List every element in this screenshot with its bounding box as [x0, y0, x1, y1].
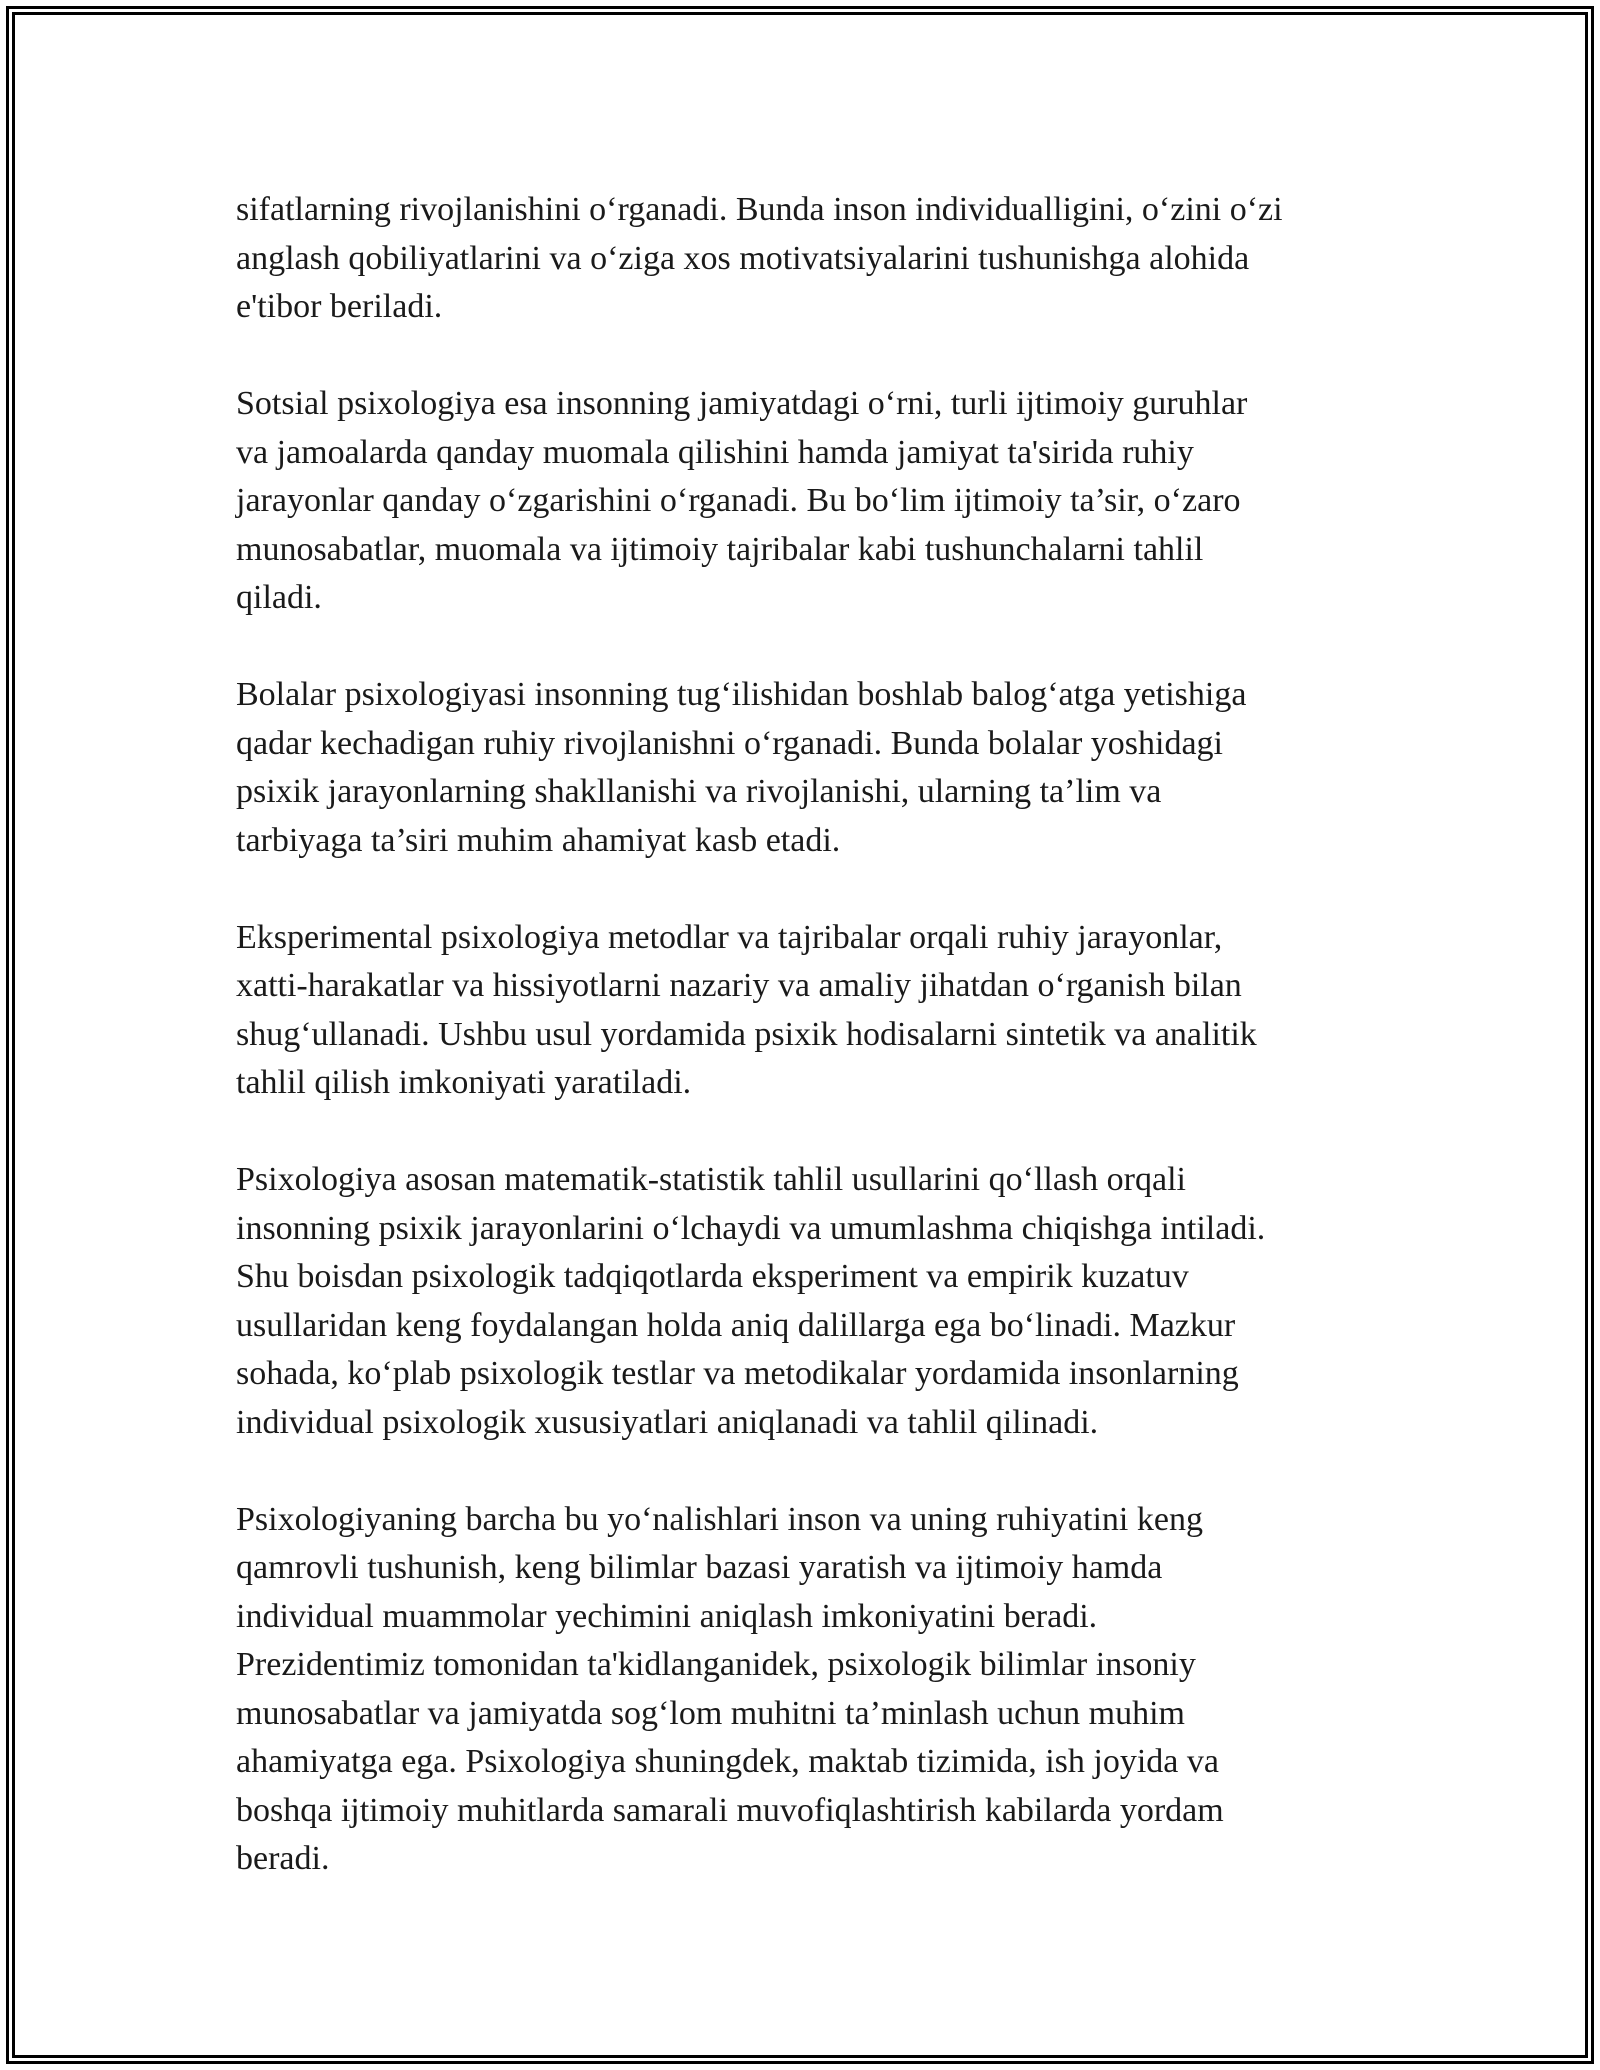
document-body: [236, 186, 1366, 1884]
paragraph-3: Bolalar psixologiyasi insonning tug‘ilishidan boshlab balog‘atga yetishiga qadar kechadigan ruhiy rivojlanishni o‘rganadi. Bunda bolalar yoshidagi psixik jarayonlarning shakllanishi va rivojlanishi, ularning ta’lim va tarbiyaga ta’siri muhim ahamiyat kasb etadi.: [236, 676, 1247, 859]
paragraph-5: Psixologiya asosan matematik-statistik tahlil usullarini qo‘llash orqali insonning psixik jarayonlarini o‘lchaydi va umumlashma chiqishga intiladi. Shu boisdan psixologik tadqiqotlarda eksperiment va empirik kuzatuv usullaridan keng foydalangan holda aniq dalillarga ega bo‘linadi. Mazkur sohada, ko‘plab psixologik testlar va metodikalar yordamida insonlarning individual psixologik xususiyatlari aniqlanadi va tahlil qilinadi.: [236, 1161, 1266, 1441]
paragraph-2: Sotsial psixologiya esa insonning jamiyatdagi o‘rni, turli ijtimoiy guruhlar va jamoalarda qanday muomala qilishini hamda jamiyat ta'sirida ruhiy jarayonlar qanday o‘zgarishini o‘rganadi. Bu bo‘lim ijtimoiy ta’sir, o‘zaro munosabatlar, muomala va ijtimoiy tajribalar kabi tushunchalarni tahlil qiladi.: [236, 385, 1248, 616]
paragraph-4: Eksperimental psixologiya metodlar va tajribalar orqali ruhiy jarayonlar, xatti-harakatlar va hissiyotlarni nazariy va amaliy jihatdan o‘rganish bilan shug‘ullanadi. Ushbu usul yordamida psixik hodisalarni sintetik va analitik tahlil qilish imkoniyati yaratiladi.: [236, 918, 1257, 1101]
paragraph-1: sifatlarning rivojlanishini o‘rganadi. Bunda inson individualligini, o‘zini o‘zi anglash qobiliyatlarini va o‘ziga xos motivatsiyalarini tushunishga alohida e'tibor beriladi.: [236, 191, 1283, 325]
paragraph-6: Psixologiyaning barcha bu yo‘nalishlari inson va uning ruhiyatini keng qamrovli tushunish, keng bilimlar bazasi yaratish va ijtimoiy hamda individual muammolar yechimini aniqlash imkoniyatini beradi. Prezidentimiz tomonidan ta'kidlanganidek, psixologik bilimlar insoniy munosabatlar va jamiyatda sog‘lom muhitni ta’minlash uchun muhim ahamiyatga ega. Psixologiya shuningdek, maktab tizimida, ish joyida va boshqa ijtimoiy muhitlarda samarali muvofiqlashtirish kabilarda yordam beradi.: [236, 1500, 1224, 1877]
